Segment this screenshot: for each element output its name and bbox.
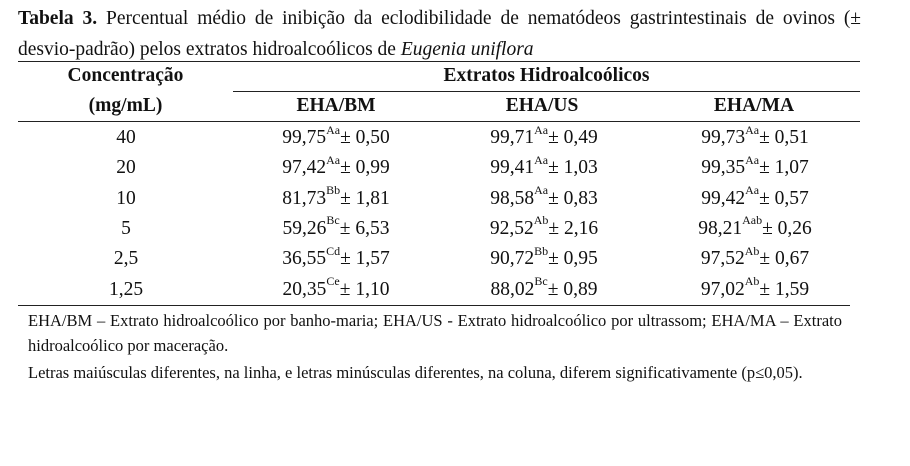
- header-eha-ma: EHA/MA: [713, 95, 795, 116]
- cell-significance-letters: Aab: [742, 213, 763, 228]
- cell-standard-deviation: ± 1,81: [340, 187, 390, 209]
- cell-value: [490, 184, 598, 214]
- cell-standard-deviation: ± 1,59: [759, 278, 810, 300]
- cell-value: [701, 153, 809, 183]
- cell-standard-deviation: ± 0,26: [762, 217, 812, 239]
- cell-standard-deviation: ± 0,49: [548, 127, 598, 148]
- cell-value: [283, 275, 390, 305]
- cell-value: [490, 244, 598, 274]
- cell-significance-letters: Aa: [534, 183, 549, 198]
- cell-value: [490, 153, 598, 183]
- cell-mean: 97,02: [700, 278, 745, 300]
- cell-significance-letters: Bb: [326, 183, 341, 198]
- cell-value: [282, 153, 390, 183]
- cell-value: [701, 244, 809, 274]
- cell-concentration: 5: [121, 217, 131, 239]
- header-eha-bm: EHA/BM: [296, 95, 376, 116]
- cell-significance-letters: Ab: [533, 213, 549, 228]
- cell-standard-deviation: ± 0,99: [340, 157, 390, 179]
- cell-mean: 99,71: [490, 127, 535, 148]
- cell-significance-letters: Ab: [744, 274, 760, 288]
- cell-mean: 98,58: [490, 187, 535, 209]
- cell-standard-deviation: ± 0,51: [759, 127, 809, 148]
- cell-standard-deviation: ± 0,95: [548, 248, 598, 270]
- header-eha-us: EHA/US: [505, 95, 579, 116]
- cell-mean: 59,26: [282, 217, 327, 239]
- cell-concentration: 2,5: [113, 248, 139, 270]
- cell-mean: 97,52: [700, 248, 745, 270]
- cell-value: [698, 214, 812, 244]
- cell-mean: 99,41: [490, 157, 535, 179]
- header-rule: [18, 121, 860, 122]
- cell-significance-letters: Aa: [326, 152, 341, 167]
- cell-value: [283, 214, 390, 244]
- cell-mean: 88,02: [490, 278, 535, 300]
- cell-value: [490, 214, 598, 244]
- cell-value: [282, 184, 390, 214]
- cell-value: [701, 184, 809, 214]
- cell-mean: 81,73: [282, 187, 327, 209]
- cell-standard-deviation: ± 1,57: [340, 248, 390, 270]
- cell-value: [490, 123, 598, 153]
- top-rule: [18, 61, 860, 62]
- cell-concentration: 40: [116, 127, 136, 148]
- bottom-rule: [18, 305, 850, 306]
- cell-mean: 99,42: [701, 187, 746, 209]
- cell-value: [701, 275, 809, 305]
- cell-significance-letters: Cd: [326, 243, 341, 258]
- cell-mean: 36,55: [282, 248, 327, 270]
- cell-standard-deviation: ± 1,07: [759, 157, 809, 179]
- header-concentration: Concentração: [67, 65, 184, 86]
- cell-standard-deviation: ± 0,50: [340, 127, 390, 148]
- cell-value: [282, 244, 390, 274]
- cell-value: [701, 123, 809, 153]
- cell-value: [282, 123, 390, 153]
- header-group-extracts: Extratos Hidroalcoólicos: [443, 65, 650, 86]
- cell-significance-letters: Aa: [326, 122, 341, 137]
- caption-label: Tabela 3.: [18, 8, 98, 29]
- cell-mean: 20,35: [282, 278, 327, 300]
- cell-standard-deviation: ± 1,10: [339, 278, 390, 300]
- caption-species: Eugenia uniflora: [400, 39, 534, 60]
- cell-significance-letters: Aa: [745, 152, 760, 167]
- cell-concentration: 1,25: [108, 278, 144, 300]
- cell-standard-deviation: ± 2,16: [548, 217, 599, 239]
- cell-significance-letters: Aa: [745, 183, 760, 198]
- cell-mean: 99,75: [282, 127, 327, 148]
- cell-value: [491, 275, 598, 305]
- table-caption: [18, 3, 861, 65]
- cell-significance-letters: Ab: [744, 243, 760, 258]
- cell-standard-deviation: ± 0,57: [759, 187, 809, 209]
- cell-mean: 92,52: [489, 217, 534, 239]
- cell-standard-deviation: ± 1,03: [548, 157, 598, 179]
- cell-mean: 99,35: [701, 157, 746, 179]
- cell-significance-letters: Bc: [326, 213, 340, 228]
- caption-text: Percentual médio de inibição da eclodibilidade de nematódeos gastrintestinais de ovinos (± desvio-padrão) pelos extratos hidroalcoólicos de: [18, 8, 862, 60]
- cell-significance-letters: Bc: [534, 274, 548, 288]
- cell-concentration: 10: [116, 187, 136, 209]
- cell-concentration: 20: [116, 157, 136, 179]
- cell-standard-deviation: ± 0,67: [759, 248, 810, 270]
- cell-standard-deviation: ± 0,83: [548, 187, 598, 209]
- header-unit: (mg/mL): [88, 95, 163, 116]
- note-significance: Letras maiúsculas diferentes, na linha, e letras minúsculas diferentes, na coluna, diferem significativamente (p≤0,05).: [28, 363, 803, 382]
- cell-standard-deviation: ± 6,53: [339, 217, 390, 239]
- cell-mean: 99,73: [701, 127, 746, 148]
- cell-standard-deviation: ± 0,89: [547, 278, 598, 300]
- note-abbreviations: EHA/BM – Extrato hidroalcoólico por banho-maria; EHA/US - Extrato hidroalcoólico por ultrassom; EHA/MA – Extrato hidroalcoólico por maceração.: [28, 311, 842, 355]
- cell-mean: 97,42: [282, 157, 327, 179]
- cell-mean: 90,72: [490, 248, 535, 270]
- cell-significance-letters: Aa: [534, 152, 549, 167]
- cell-mean: 98,21: [698, 217, 743, 239]
- cell-significance-letters: Bb: [534, 243, 549, 258]
- cell-significance-letters: Aa: [745, 122, 760, 137]
- cell-significance-letters: Aa: [534, 122, 549, 137]
- cell-significance-letters: Ce: [326, 274, 340, 288]
